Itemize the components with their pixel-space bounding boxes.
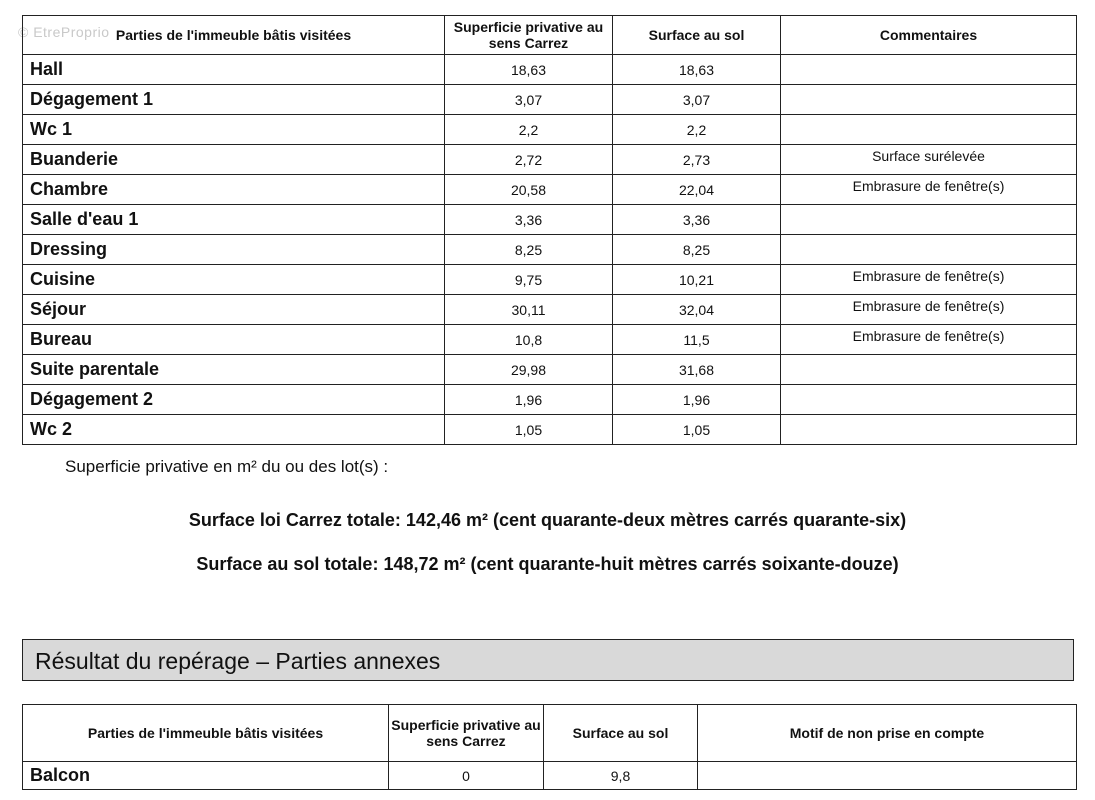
cell-comment [781, 385, 1077, 415]
cell-carrez: 0 [389, 762, 544, 790]
cell-comment [781, 205, 1077, 235]
cell-sol: 1,05 [613, 415, 781, 445]
cell-comment: Embrasure de fenêtre(s) [781, 325, 1077, 355]
table-row [23, 265, 1077, 295]
cell-carrez: 3,36 [445, 205, 613, 235]
cell-room: Hall [23, 55, 445, 85]
cell-sol: 8,25 [613, 235, 781, 265]
cell-comment [781, 415, 1077, 445]
cell-room: Buanderie [23, 145, 445, 175]
table-row [23, 205, 1077, 235]
annex-table [22, 704, 1077, 790]
header-comments: Commentaires [781, 16, 1077, 55]
cell-room: Bureau [23, 325, 445, 355]
cell-sol: 3,07 [613, 85, 781, 115]
cell-carrez: 29,98 [445, 355, 613, 385]
sol-total: Surface au sol totale: 148,72 m² (cent quarante-huit mètres carrés soixante-douze) [196, 554, 899, 574]
cell-room: Wc 1 [23, 115, 445, 145]
table-row [23, 385, 1077, 415]
cell-carrez: 1,96 [445, 385, 613, 415]
table-row [23, 115, 1077, 145]
cell-comment [781, 355, 1077, 385]
cell-room: Séjour [23, 295, 445, 325]
cell-room: Balcon [23, 762, 389, 790]
cell-carrez: 20,58 [445, 175, 613, 205]
watermark: © EtreProprio [18, 24, 110, 40]
cell-sol: 3,36 [613, 205, 781, 235]
cell-room: Suite parentale [23, 355, 445, 385]
cell-motif [698, 762, 1077, 790]
cell-carrez: 3,07 [445, 85, 613, 115]
cell-sol: 11,5 [613, 325, 781, 355]
cell-carrez: 10,8 [445, 325, 613, 355]
annex-header-carrez: Superficie privative au sens Carrez [389, 705, 544, 762]
annex-header-sol: Surface au sol [544, 705, 698, 762]
cell-room: Dégagement 2 [23, 385, 445, 415]
cell-sol: 32,04 [613, 295, 781, 325]
cell-carrez: 9,75 [445, 265, 613, 295]
carrez-total: Surface loi Carrez totale: 142,46 m² (cent quarante-deux mètres carrés quarante-six) [188, 510, 907, 530]
table-row [23, 325, 1077, 355]
table-row [23, 295, 1077, 325]
cell-sol: 2,73 [613, 145, 781, 175]
cell-room: Dressing [23, 235, 445, 265]
annex-section-title: Résultat du repérage – Parties annexes [22, 639, 1074, 681]
header-carrez: Superficie privative au sens Carrez [445, 16, 613, 55]
cell-comment: Embrasure de fenêtre(s) [781, 295, 1077, 325]
table-row [23, 355, 1077, 385]
header-sol: Surface au sol [613, 16, 781, 55]
table-header-row [23, 705, 1077, 762]
cell-carrez: 2,72 [445, 145, 613, 175]
cell-carrez: 2,2 [445, 115, 613, 145]
cell-carrez: 30,11 [445, 295, 613, 325]
table-header-row [23, 16, 1077, 55]
annex-header-motif: Motif de non prise en compte [698, 705, 1077, 762]
cell-room: Wc 2 [23, 415, 445, 445]
cell-sol: 10,21 [613, 265, 781, 295]
table-row [23, 85, 1077, 115]
main-rooms-table [22, 15, 1077, 445]
table-row [23, 762, 1077, 790]
table-row [23, 175, 1077, 205]
table-row [23, 415, 1077, 445]
cell-comment [781, 55, 1077, 85]
cell-carrez: 1,05 [445, 415, 613, 445]
cell-comment: Embrasure de fenêtre(s) [781, 265, 1077, 295]
cell-sol: 1,96 [613, 385, 781, 415]
cell-room: Salle d'eau 1 [23, 205, 445, 235]
cell-room: Chambre [23, 175, 445, 205]
cell-comment [781, 85, 1077, 115]
cell-sol: 2,2 [613, 115, 781, 145]
cell-sol: 18,63 [613, 55, 781, 85]
cell-sol: 31,68 [613, 355, 781, 385]
cell-room: Cuisine [23, 265, 445, 295]
annex-header-rooms: Parties de l'immeuble bâtis visitées [23, 705, 389, 762]
cell-sol: 22,04 [613, 175, 781, 205]
cell-sol: 9,8 [544, 762, 698, 790]
table-row [23, 55, 1077, 85]
cell-carrez: 8,25 [445, 235, 613, 265]
cell-comment: Embrasure de fenêtre(s) [781, 175, 1077, 205]
cell-comment [781, 235, 1077, 265]
cell-comment: Surface surélevée [781, 145, 1077, 175]
table-row [23, 235, 1077, 265]
header-rooms: Parties de l'immeuble bâtis visitées [23, 16, 445, 55]
cell-comment [781, 115, 1077, 145]
cell-carrez: 18,63 [445, 55, 613, 85]
lot-area-label: Superficie privative en m² du ou des lot(s) : [65, 457, 389, 476]
table-row [23, 145, 1077, 175]
cell-room: Dégagement 1 [23, 85, 445, 115]
